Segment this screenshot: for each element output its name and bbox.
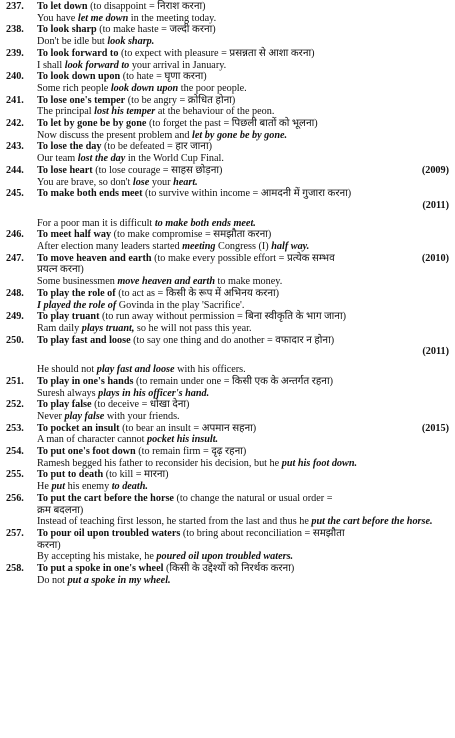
idiom-entry xyxy=(6,528,449,563)
entry-number: 248. xyxy=(6,287,24,299)
example-idiom-usage: half way. xyxy=(271,241,310,253)
exam-year: (2011) xyxy=(422,346,449,358)
example-text: Congress (I) xyxy=(215,241,272,253)
exam-year: (2009) xyxy=(421,164,449,176)
idiom-heading-line xyxy=(6,376,449,388)
example-text: For a poor man it is difficult xyxy=(37,217,155,229)
idiom-phrase: To play truant xyxy=(37,311,100,323)
idiom-phrase: To let by gone be by gone xyxy=(37,118,147,130)
idiom-entry xyxy=(6,95,449,118)
example-sentence xyxy=(6,481,449,493)
example-sentence xyxy=(6,323,449,335)
exam-year: (2011) xyxy=(422,199,449,211)
example-sentence xyxy=(6,551,449,563)
example-sentence xyxy=(6,106,449,118)
entry-number: 256. xyxy=(6,492,24,504)
example-idiom-usage: lost the day xyxy=(77,153,126,165)
idiom-meaning: (किसी के उद्देश्यों को निरर्थक करना) xyxy=(165,563,295,575)
example-sentence xyxy=(6,13,449,25)
example-idiom-usage: look sharp. xyxy=(107,36,155,48)
idiom-entry xyxy=(6,71,449,94)
entry-number: 242. xyxy=(6,118,24,130)
exam-year: (2015) xyxy=(421,422,449,434)
example-text: the poor people. xyxy=(178,82,247,94)
example-idiom-usage: to make both ends meet. xyxy=(154,217,256,229)
idiom-meaning: (to bring about reconciliation = समझौता xyxy=(182,527,345,539)
idiom-entry xyxy=(6,118,449,141)
idiom-meaning: (to lose courage = साहस छोड़ना) xyxy=(95,164,223,176)
example-text: so he will not pass this year. xyxy=(134,322,252,334)
idiom-heading-line xyxy=(6,253,449,265)
idiom-entry xyxy=(6,253,449,288)
example-text: Do not xyxy=(37,574,68,586)
example-idiom-usage: play fast and loose xyxy=(96,364,175,376)
example-sentence xyxy=(6,434,449,446)
idiom-meaning: (to make every possible effort = प्रत्येक सम्भव xyxy=(154,252,335,264)
entry-number: 238. xyxy=(6,24,24,36)
example-text: Some rich people xyxy=(37,82,111,94)
idiom-phrase: To meet half way xyxy=(37,229,112,241)
example-idiom-usage: put xyxy=(51,481,66,493)
example-sentence xyxy=(6,177,449,189)
idiom-heading-line xyxy=(6,311,449,323)
idiom-phrase: To look forward to xyxy=(37,47,119,59)
idiom-phrase: To play false xyxy=(37,399,92,411)
example-idiom-usage: move heaven and earth xyxy=(117,276,215,288)
example-idiom-usage: plays truant, xyxy=(81,322,135,334)
idiom-meaning: (to run away without permission = बिना स्वीकृति के भाग जाना) xyxy=(102,311,346,323)
example-idiom-usage: look down upon xyxy=(110,82,179,94)
idiom-meaning: (to be angry = क्रोधित होना) xyxy=(127,94,236,106)
example-idiom-usage: lost his temper xyxy=(94,106,156,118)
entry-number: 243. xyxy=(6,141,24,153)
idiom-phrase: To lose the day xyxy=(37,141,102,153)
idiom-entry xyxy=(6,335,449,376)
example-idiom-usage: I played the role of xyxy=(37,299,117,311)
exam-year: (2010) xyxy=(421,252,449,264)
entry-number: 246. xyxy=(6,229,24,241)
example-sentence xyxy=(6,60,449,72)
example-text: Govinda in the play 'Sacrifice'. xyxy=(116,299,245,311)
example-idiom-usage: let me down xyxy=(77,12,129,24)
idiom-entry xyxy=(6,311,449,334)
idiom-phrase: To play in one's hands xyxy=(37,375,134,387)
example-text: Ramesh begged his father to reconsider his decision, but he xyxy=(37,457,282,469)
idiom-heading-line xyxy=(6,335,449,347)
idiom-entry xyxy=(6,563,449,586)
example-text: He xyxy=(37,481,52,493)
entry-number: 253. xyxy=(6,422,24,434)
example-idiom-usage: look forward to xyxy=(64,59,130,71)
entry-number: 254. xyxy=(6,446,24,458)
example-sentence xyxy=(6,575,449,587)
idiom-heading-line xyxy=(6,469,449,481)
entry-number: 257. xyxy=(6,527,24,539)
idiom-heading-line xyxy=(6,71,449,83)
idiom-meaning: (to survive within income = आमदनी में गुजारा करना) xyxy=(145,188,352,200)
idiom-heading-line xyxy=(6,423,449,435)
example-text: Suresh always xyxy=(37,387,99,399)
idiom-phrase: To put one's foot down xyxy=(37,446,136,458)
example-sentence xyxy=(6,153,449,165)
example-text: with your friends. xyxy=(104,410,180,422)
example-idiom-usage: put the cart before the horse. xyxy=(311,516,433,528)
example-text: The principal xyxy=(37,106,95,118)
idiom-meaning: (to hate = घृणा करना) xyxy=(122,71,207,83)
example-sentence xyxy=(6,364,449,376)
example-idiom-usage: put a spoke in my wheel. xyxy=(67,574,171,586)
idiom-meaning: (to remain under one = किसी एक के अन्तर्गत रहना) xyxy=(136,375,333,387)
idiom-entry xyxy=(6,469,449,492)
idiom-phrase: To play the role of xyxy=(37,287,116,299)
entry-number: 249. xyxy=(6,311,24,323)
idiom-heading-line xyxy=(6,1,449,13)
idiom-meaning: (to forget the past = पिछली बातों को भूलना) xyxy=(148,118,318,130)
entry-number: 255. xyxy=(6,469,24,481)
example-text: Instead of teaching first lesson, he started from the last and thus he xyxy=(37,516,312,528)
example-text: Don't be idle but xyxy=(37,36,108,48)
idiom-heading-line xyxy=(6,493,449,505)
example-idiom-usage: play false xyxy=(64,410,105,422)
idiom-phrase: To move heaven and earth xyxy=(37,252,152,264)
idiom-phrase: To pour oil upon troubled waters xyxy=(37,527,181,539)
example-text: to make money. xyxy=(215,276,283,288)
entry-number: 240. xyxy=(6,71,24,83)
example-idiom-usage: pocket his insult. xyxy=(147,434,219,446)
idiom-entry xyxy=(6,288,449,311)
example-text: in the World Cup Final. xyxy=(125,153,224,165)
idiom-meaning: (to remain firm = दृढ़ रहना) xyxy=(138,446,247,458)
idiom-entry xyxy=(6,48,449,71)
example-idiom-usage: to death. xyxy=(111,481,148,493)
idiom-entry xyxy=(6,229,449,252)
idiom-entry xyxy=(6,24,449,47)
example-sentence xyxy=(6,411,449,423)
idiom-meaning: (to change the natural or usual order = xyxy=(176,492,333,504)
entry-number: 239. xyxy=(6,47,24,59)
entry-number: 258. xyxy=(6,563,24,575)
entry-number: 237. xyxy=(6,1,24,12)
idiom-entry xyxy=(6,423,449,446)
idiom-heading-line xyxy=(6,446,449,458)
idiom-heading-line xyxy=(6,165,449,177)
idiom-phrase: To pocket an insult xyxy=(37,422,120,434)
example-idiom-usage: plays in his officer's hand. xyxy=(98,387,210,399)
example-text: He should not xyxy=(37,364,97,376)
example-sentence xyxy=(6,241,449,253)
idiom-entry xyxy=(6,493,449,528)
example-text: with his officers. xyxy=(174,364,246,376)
idiom-meaning: (to deceive = धोखा देना) xyxy=(94,399,190,411)
example-sentence xyxy=(6,276,449,288)
idiom-meaning: (to act as = किसी के रूप में अभिनय करना) xyxy=(118,287,280,299)
example-text: After election many leaders started xyxy=(37,241,183,253)
idiom-heading-line xyxy=(6,399,449,411)
idiom-heading-line xyxy=(6,229,449,241)
idiom-entry xyxy=(6,446,449,469)
entry-number: 244. xyxy=(6,164,24,176)
example-text: Ram daily xyxy=(37,322,82,334)
example-sentence xyxy=(6,130,449,142)
idiom-meaning: (to say one thing and do another = वफादार न होना) xyxy=(133,334,335,346)
idiom-phrase: To make both ends meet xyxy=(37,188,143,200)
example-text: By accepting his mistake, he xyxy=(37,551,157,563)
example-text: at the behaviour of the peon. xyxy=(155,106,275,118)
entry-number: 247. xyxy=(6,252,24,264)
idiom-heading-line xyxy=(6,288,449,300)
example-text: his enemy xyxy=(65,481,112,493)
example-text: in the meeting today. xyxy=(128,12,217,24)
idiom-meaning-continued: क्रम बदलना) xyxy=(37,504,84,516)
entry-number: 250. xyxy=(6,334,24,346)
idiom-phrase: To put a spoke in one's wheel xyxy=(37,563,164,575)
example-idiom-usage: let by gone be by gone. xyxy=(192,129,288,141)
idiom-phrase: To put to death xyxy=(37,469,104,481)
idiom-meaning: (to disappoint = निराश करना) xyxy=(90,1,206,12)
example-idiom-usage: meeting xyxy=(182,241,216,253)
idiom-phrase: To lose heart xyxy=(37,164,93,176)
example-sentence xyxy=(6,300,449,312)
idiom-heading-line xyxy=(6,24,449,36)
idiom-entry xyxy=(6,188,449,229)
idiom-phrase: To look down upon xyxy=(37,71,121,83)
example-text: Now discuss the present problem and xyxy=(37,129,193,141)
example-text: I shall xyxy=(37,59,65,71)
example-text: Never xyxy=(37,410,65,422)
example-idiom-usage: poured oil upon troubled waters. xyxy=(156,551,294,563)
idiom-heading-line xyxy=(6,118,449,130)
example-idiom-usage: put his foot down. xyxy=(281,457,358,469)
idiom-meaning: (to make haste = जल्दी करना) xyxy=(99,24,216,36)
example-text: Some businessmen xyxy=(37,276,118,288)
idiom-heading-line xyxy=(6,141,449,153)
idiom-heading-line xyxy=(6,95,449,107)
example-text: You have xyxy=(37,12,78,24)
example-sentence xyxy=(6,218,449,230)
example-sentence xyxy=(6,36,449,48)
entry-number: 252. xyxy=(6,399,24,411)
idiom-entry xyxy=(6,141,449,164)
idiom-meaning: (to expect with pleasure = प्रसन्नता से आशा करना) xyxy=(120,47,315,59)
example-sentence xyxy=(6,388,449,400)
idiom-meaning: (to be defeated = हार जाना) xyxy=(103,141,212,153)
example-text: You are brave, so don't xyxy=(37,176,133,188)
idiom-entry xyxy=(6,376,449,399)
example-text: your arrival in January. xyxy=(129,59,227,71)
idiom-phrase: To let down xyxy=(37,1,88,12)
example-text: A man of character cannot xyxy=(37,434,148,446)
idiom-heading-line xyxy=(6,48,449,60)
example-idiom-usage: lose xyxy=(132,176,150,188)
entry-number: 241. xyxy=(6,94,24,106)
idiom-heading-line xyxy=(6,563,449,575)
idiom-phrase: To lose one's temper xyxy=(37,94,126,106)
entry-number: 245. xyxy=(6,188,24,200)
example-sentence xyxy=(6,83,449,95)
idiom-phrase: To look sharp xyxy=(37,24,97,36)
idiom-phrase: To put the cart before the horse xyxy=(37,492,174,504)
idiom-phrase: To play fast and loose xyxy=(37,334,131,346)
idiom-entry xyxy=(6,399,449,422)
idiom-heading-line xyxy=(6,188,449,200)
idiom-meaning: (to kill = मारना) xyxy=(105,469,169,481)
example-text: your xyxy=(149,176,174,188)
idiom-meaning-continued: करना) xyxy=(37,539,61,551)
idiom-heading-line xyxy=(6,528,449,540)
example-text: Our team xyxy=(37,153,78,165)
example-sentence xyxy=(6,458,449,470)
idiom-meaning: (to make compromise = समझौता करना) xyxy=(113,229,272,241)
idiom-entry xyxy=(6,165,449,188)
example-idiom-usage: heart. xyxy=(173,176,198,188)
example-sentence xyxy=(6,516,449,528)
idiom-meaning-continued: प्रयत्न करना) xyxy=(37,264,84,276)
idiom-meaning: (to bear an insult = अपमान सहना) xyxy=(122,422,257,434)
entry-number: 251. xyxy=(6,375,24,387)
idiom-entry xyxy=(6,1,449,24)
